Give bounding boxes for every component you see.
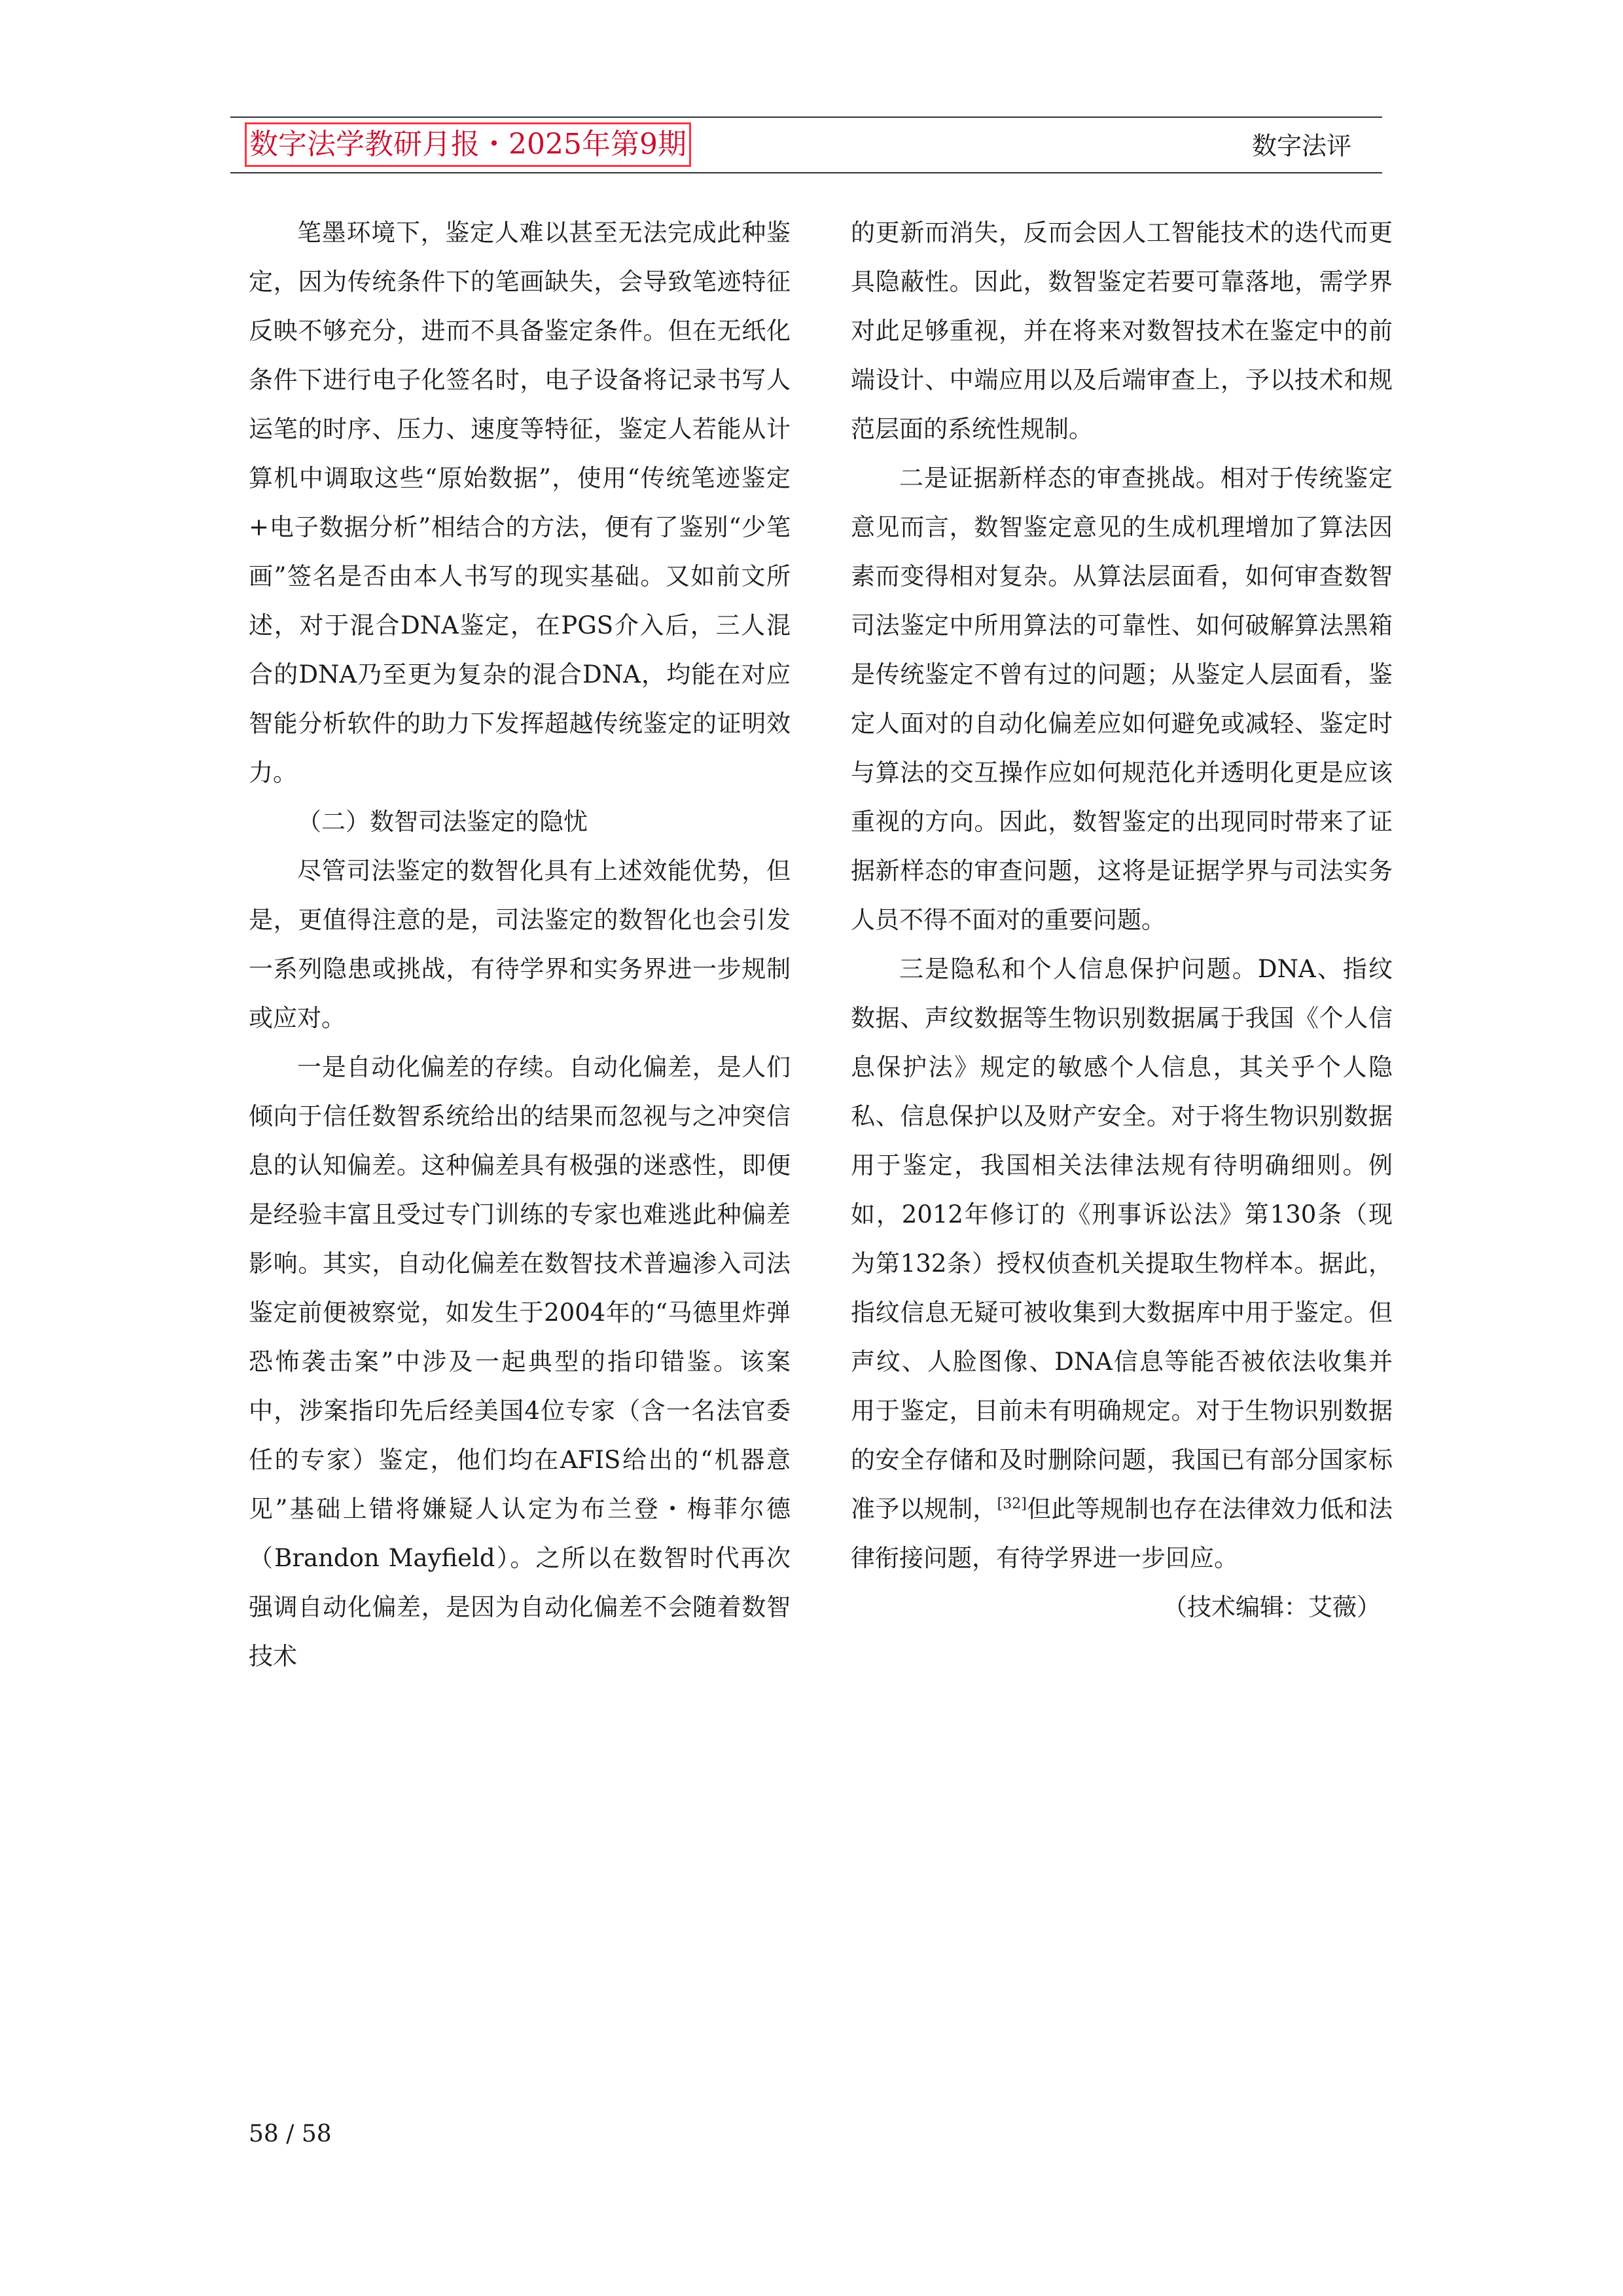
section-heading: （二）数智司法鉴定的隐忧	[297, 808, 588, 836]
paragraph: 一是自动化偏差的存续。自动化偏差，是人们倾向于信任数智系统给出的结果而忽视与之冲突信息的认知偏差。这种偏差具有极强的迷惑性，即便是经验丰富且受过专门训练的专家也难逃此种偏差影响。其实，自动化偏差在数智技术普遍渗入司法鉴定前便被察觉，如发生于2004年的“马德里炸弹恐怖袭击案”中涉及一起典型的指印错鉴。该案中，涉案指印先后经美国4位专家（含一名法官委任的专家）鉴定，他们均在AFIS给出的“机器意见”基础上错将嫌疑人认定为布兰登・梅菲尔德（Brandon Mayfield）。之所以在数智时代再次强调自动化偏差，是因为自动化偏差不会随着数智技术	[249, 1053, 791, 1670]
paragraph-text: 三是隐私和个人信息保护问题。DNA、指纹数据、声纹数据等生物识别数据属于我国《个人信息保护法》规定的敏感个人信息，其关乎个人隐私、信息保护以及财产安全。对于将生物识别数据用于鉴定，我国相关法律法规有待明确细则。例如，2012年修订的《刑事诉讼法》第130条（现为第132条）授权侦查机关提取生物样本。据此，指纹信息无疑可被收集到大数据库中用于鉴定。但声纹、人脸图像、DNA信息等能否被依法收集并用于鉴定，目前未有明确规定。对于生物识别数据的安全存储和及时删除问题，我国已有部分国家标准予以规制，	[851, 955, 1393, 1523]
journal-title: 数字法学教研月报・2025年第9期	[245, 123, 690, 166]
paragraph: 尽管司法鉴定的数智化具有上述效能优势，但是，更值得注意的是，司法鉴定的数智化也会引发一系列隐患或挑战，有待学界和实务界进一步规制或应对。	[249, 857, 791, 1032]
paragraph: 的更新而消失，反而会因人工智能技术的迭代而更具隐蔽性。因此，数智鉴定若要可靠落地，需学界对此足够重视，并在将来对数智技术在鉴定中的前端设计、中端应用以及后端审查上，予以技术和规范层面的系统性规制。	[851, 219, 1393, 443]
paragraph	[851, 944, 1393, 1583]
header-rule-bottom	[230, 172, 1382, 173]
section-title: 数字法评	[1251, 132, 1351, 160]
technical-editor: （技术编辑：艾薇）	[1163, 1593, 1381, 1621]
page-number: 58 / 58	[249, 2121, 332, 2147]
header-rule-top	[230, 117, 1382, 118]
paragraph: 二是证据新样态的审查挑战。相对于传统鉴定意见而言，数智鉴定意见的生成机理增加了算法因素而变得相对复杂。从算法层面看，如何审查数智司法鉴定中所用算法的可靠性、如何破解算法黑箱是传统鉴定不曾有过的问题；从鉴定人层面看，鉴定人面对的自动化偏差应如何避免或减轻、鉴定时与算法的交互操作应如何规范化并透明化更是应该重视的方向。因此，数智鉴定的出现同时带来了证据新样态的审查问题，这将是证据学界与司法实务人员不得不面对的重要问题。	[851, 464, 1393, 934]
paragraph: 笔墨环境下，鉴定人难以甚至无法完成此种鉴定，因为传统条件下的笔画缺失，会导致笔迹特征反映不够充分，进而不具备鉴定条件。但在无纸化条件下进行电子化签名时，电子设备将记录书写人运笔的时序、压力、速度等特征，鉴定人若能从计算机中调取这些“原始数据”，使用“传统笔迹鉴定+电子数据分析”相结合的方法，便有了鉴别“少笔画”签名是否由本人书写的现实基础。又如前文所述，对于混合DNA鉴定，在PGS介入后，三人混合的DNA乃至更为复杂的混合DNA，均能在对应智能分析软件的助力下发挥超越传统鉴定的证明效力。	[249, 219, 791, 787]
right-column	[851, 208, 1393, 1632]
left-column	[249, 208, 791, 1681]
paragraph-text: 但此等规制也存在法律效力低和法律衔接问题，有待学界进一步回应。	[851, 1495, 1393, 1572]
footnote-reference: [32]	[997, 1496, 1027, 1513]
